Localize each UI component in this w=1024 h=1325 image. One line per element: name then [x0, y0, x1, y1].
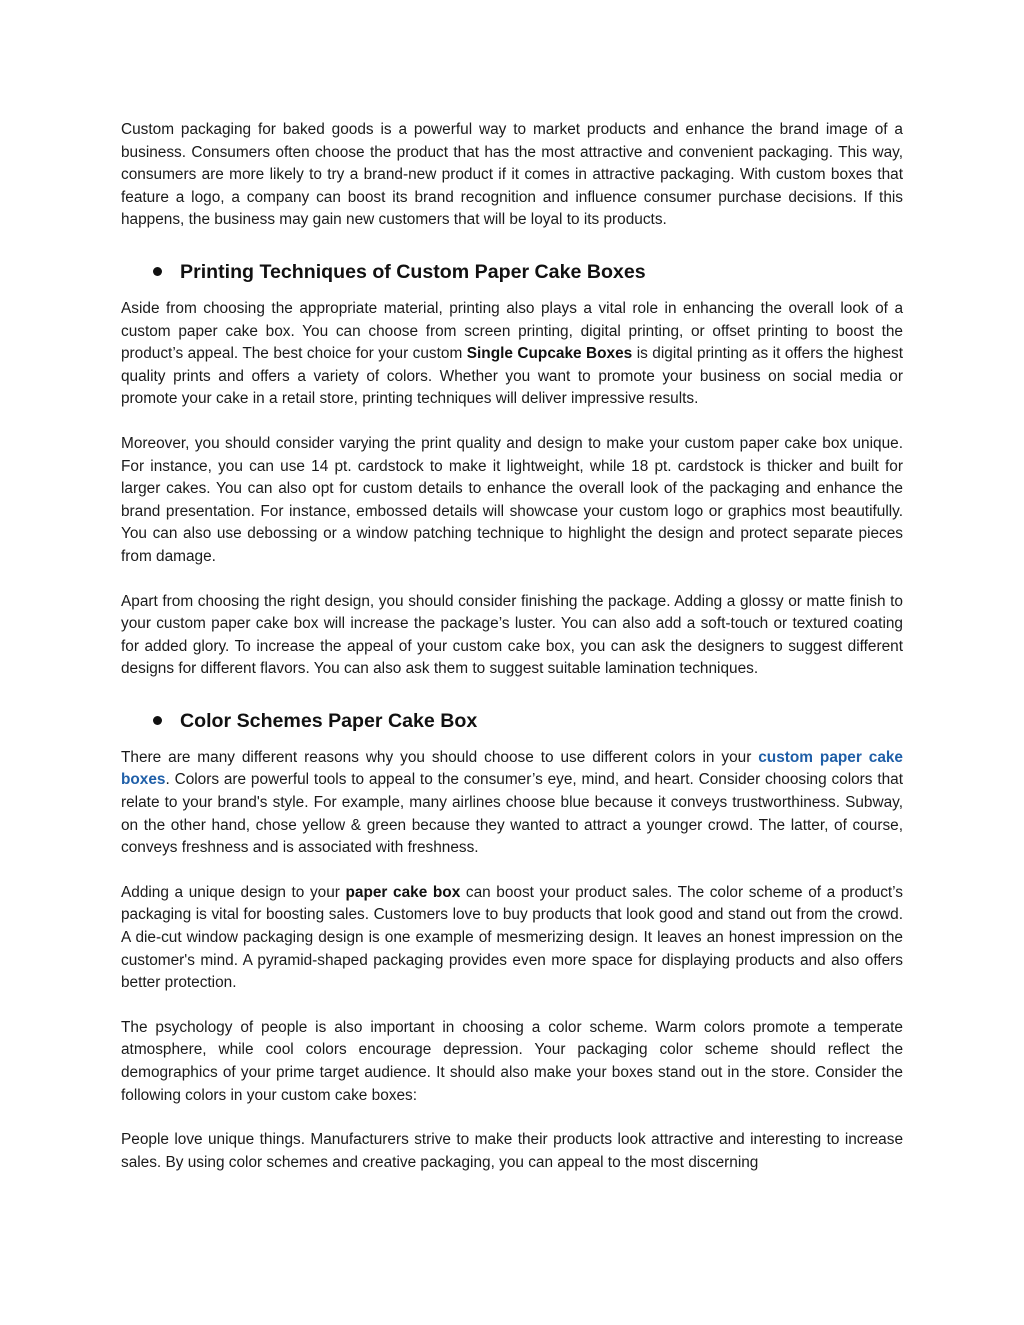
paper-cake-box-keyword: paper cake box — [345, 883, 461, 901]
color-paragraph-4: People love unique things. Manufacturers strive to make their products look attractive and interesting to increase sales. By using color schemes and creative packaging, you can appeal to the most discerning — [121, 1131, 903, 1171]
color-paragraph-2 — [121, 882, 903, 995]
document-page — [121, 119, 903, 1174]
color-paragraph-2-text-a: Adding a unique design to your — [121, 883, 346, 901]
printing-paragraph-1-text-a: Aside from choosing the appropriate material, printing also plays a vital role in enhancing the overall look of a custom paper cake box. You can choose from screen printing, digital printing, or offset printing to boost the product’s appeal. The best choice for your custom — [121, 299, 903, 363]
printing-paragraph-2: Moreover, you should consider varying the print quality and design to make your custom paper cake box unique. For instance, you can use 14 pt. cardstock to make it lightweight, while 18 pt. cardstock is thicker and built for larger cakes. You can also opt for custom details to enhance the overall look of the packaging and enhance the brand presentation. For instance, embossed details will showcase your custom logo or graphics most beautifully. You can also use debossing or a window patching technique to highlight the design and protect separate pieces from damage. — [121, 434, 903, 565]
bullet-icon — [153, 716, 162, 725]
intro-paragraph: Custom packaging for baked goods is a powerful way to market products and enhance the brand image of a business. Consumers often choose the product that has the most attractive and convenient packaging. This way, consumers are more likely to try a brand-new product if it comes in attractive packaging. With custom boxes that feature a logo, a company can boost its brand recognition and influence consumer purchase decisions. If this happens, the business may gain new customers that will be loyal to its products. — [121, 121, 903, 229]
section-heading-printing-text: Printing Techniques of Custom Paper Cake Boxes — [180, 260, 646, 283]
custom-paper-cake-boxes-link[interactable]: custom paper cake boxes — [121, 748, 903, 789]
color-paragraph-3: The psychology of people is also important in choosing a color scheme. Warm colors promote a temperate atmosphere, while cool colors encourage depression. Your packaging color scheme should reflect the demographics of your prime target audience. It should also make your boxes stand out in the store. Consider the following colors in your custom cake boxes: — [121, 1018, 903, 1104]
color-paragraph-1-text-a: There are many different reasons why you should choose to use different colors in your — [121, 748, 759, 766]
printing-paragraph-1-text-b: is digital printing as it offers the highest quality prints and offers a variety of colors. Whether you want to promote your business on social media or promote your cake in a retail store, printing techniques will deliver impressive results. — [121, 345, 904, 408]
printing-paragraph-3: Apart from choosing the right design, you should consider finishing the package. Adding a glossy or matte finish to your custom paper cake box will increase the package’s luster. You can also add a soft-touch or textured coating for added glory. To increase the appeal of your custom cake box, you can ask the designers to suggest different designs for different flavors. You can also ask them to suggest suitable lamination techniques. — [121, 592, 903, 678]
color-paragraph-2-text-b: can boost your product sales. The color scheme of a product’s packaging is vital for boosting sales. Customers love to buy products that look good and stand out from the crowd. A die-cut window packaging design is one example of mesmerizing design. It leaves an honest impression on the customer's mind. A pyramid-shaped packaging provides even more space for displaying products and also offers better protection. — [121, 883, 904, 992]
color-paragraph-1-text-b: . Colors are powerful tools to appeal to the consumer’s eye, mind, and heart. Consider choosing colors that relate to your brand's style. For example, many airlines choose blue because it conveys trustworthiness. Subway, on the other hand, chose yellow & green because they wanted to attract a younger crowd. The latter, of course, conveys freshness and is associated with freshness. — [121, 771, 903, 857]
section-heading-color-text: Color Schemes Paper Cake Box — [180, 709, 478, 732]
single-cupcake-boxes-keyword: Single Cupcake Boxes — [466, 345, 633, 363]
bullet-icon — [153, 267, 162, 276]
section-heading-color — [121, 707, 903, 735]
printing-paragraph-1 — [121, 298, 903, 411]
section-heading-printing — [121, 258, 903, 286]
color-paragraph-1 — [121, 747, 903, 860]
